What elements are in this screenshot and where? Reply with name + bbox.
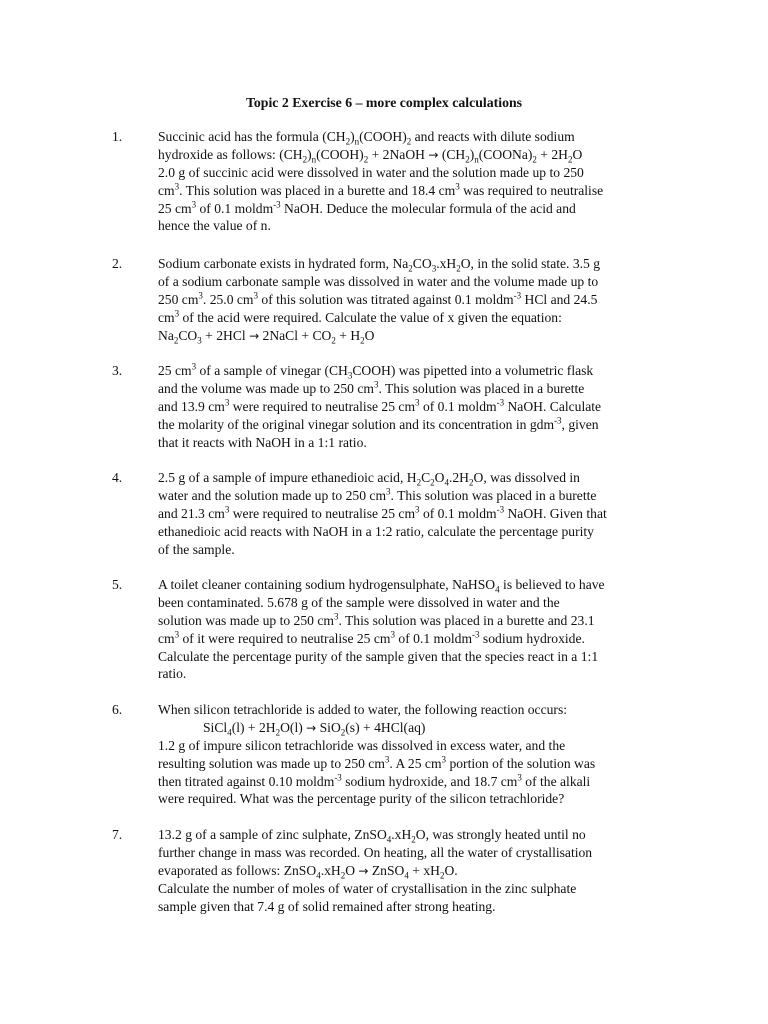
question-line: ratio. [158,666,187,682]
question-line: Succinic acid has the formula $(CH_2)_n(COOH)_2$ and reacts with dilute sodium [158,129,575,147]
question-line: solution was made up to 250 $cm^3$. This solution was placed in a burette and 23.1 [158,611,595,628]
question-line: were required. What was the percentage purity of the silicon tetrachloride? [158,791,565,807]
question-line: of the sample. [158,541,235,557]
question-text [158,469,638,558]
question-line: $cm^3$ of it were required to neutralise 25 $cm^3$ of 0.1 moldm$^{-3}$ sodium hydroxide. [158,629,585,646]
question-line: ethanedioic acid reacts with NaOH in a 1:2 ratio, calculate the percentage purity [158,523,594,539]
question-line: hence the value of n. [158,218,271,234]
question-line: of a sodium carbonate sample was dissolved in water and the volume made up to [158,273,599,289]
question-line: been contaminated. 5.678 g of the sample were dissolved in water and the [158,594,560,610]
question-line: 250 $cm^3$. 25.0 $cm^3$ of this solution was titrated against 0.1 moldm$^{-3}$ HCl and 24.5 [158,290,598,307]
question-line: SiCl$_4$(l) + $2H_2O(l) \to SiO_2(s) + 4HCl(aq)$ [203,719,426,738]
question-line: 2.0 g of succinic acid were dissolved in water and the solution made up to 250 [158,164,584,180]
question-line: 25 $cm^3$ of a sample of vinegar $(CH_3COOH)$ was pipetted into a volumetric flask [158,361,594,381]
question-line: hydroxide as follows: $(CH_2)_n(COOH)_2$ + 2NaOH → $(CH_2)_n(COONa)_2 + 2H_2O$ [158,146,583,165]
question-number: 2. [112,256,123,271]
question-line: $cm^3$. This solution was placed in a burette and 18.4 $cm^3$ was required to neutralise [158,181,604,198]
question-number: 1. [112,129,123,144]
question-line: Sodium carbonate exists in hydrated form, $Na_2CO_3.xH_2O$, in the solid state. 3.5 g [158,256,601,274]
question-line: that it reacts with NaOH in a 1:1 ratio. [158,434,367,450]
question-text [158,255,638,344]
question-number: 4. [112,470,123,485]
question-line: When silicon tetrachloride is added to water, the following reaction occurs: [158,702,568,717]
question-line: resulting solution was made up to 250 $cm^3$. A 25 $cm^3$ portion of the solution was [158,754,596,771]
question-line: the molarity of the original vinegar solution and its concentration in gdm$^{-3}$, given [158,415,599,432]
question-text [158,701,638,808]
question-line: 13.2 g of a sample of zinc sulphate, $ZnSO_4.xH_2O$, was strongly heated until no [158,827,586,845]
question-line: A toilet cleaner containing sodium hydrogensulphate, NaHSO$_4$ is believed to have [158,577,605,595]
question-text [158,576,638,683]
question-line: 1.2 g of impure silicon tetrachloride was dissolved in excess water, and the [158,737,566,753]
question-line: further change in mass was recorded. On heating, all the water of crystallisation [158,844,593,860]
question-line: then titrated against 0.10 moldm$^{-3}$ sodium hydroxide, and 18.7 $cm^3$ of the alkali [158,772,591,789]
question-line: $cm^3$ of the acid were required. Calculate the value of x given the equation: [158,308,562,325]
question-line: sample given that 7.4 g of solid remained after strong heating. [158,898,496,914]
question-line: and the volume was made up to 250 $cm^3$. This solution was placed in a burette [158,379,585,396]
question-text [158,826,638,915]
question-text [158,362,638,451]
question-line: $Na_2CO_3 + 2HCl$ → 2NaCl + $CO_2 + H_2O$ [158,327,375,346]
question-number: 7. [112,827,123,842]
page-title: Topic 2 Exercise 6 – more complex calculations [245,95,523,110]
question-line: Calculate the number of moles of water of crystallisation in the zinc sulphate [158,880,577,896]
question-number: 3. [112,363,123,378]
question-line: Calculate the percentage purity of the sample given that the species react in a 1:1 [158,648,599,664]
question-line: and 13.9 $cm^3$ were required to neutralise 25 $cm^3$ of 0.1 moldm$^{-3}$ NaOH. Calculate [158,397,602,414]
question-number: 6. [112,702,123,717]
question-line: evaporated as follows: $ZnSO_4.xH_2O$ → ZnSO$_4$ + $xH_2O$. [158,862,458,881]
question-line: and 21.3 $cm^3$ were required to neutralise 25 $cm^3$ of 0.1 moldm$^{-3}$ NaOH. Given that [158,504,607,521]
question-text [158,128,638,235]
question-line: water and the solution made up to 250 $cm^3$. This solution was placed in a burette [158,486,597,503]
question-line: 2.5 g of a sample of impure ethanedioic acid, $H_2C_2O_4.2H_2O$, was dissolved in [158,470,580,488]
question-line: 25 $cm^3$ of 0.1 moldm$^{-3}$ NaOH. Deduce the molecular formula of the acid and [158,199,576,216]
question-number: 5. [112,577,123,592]
